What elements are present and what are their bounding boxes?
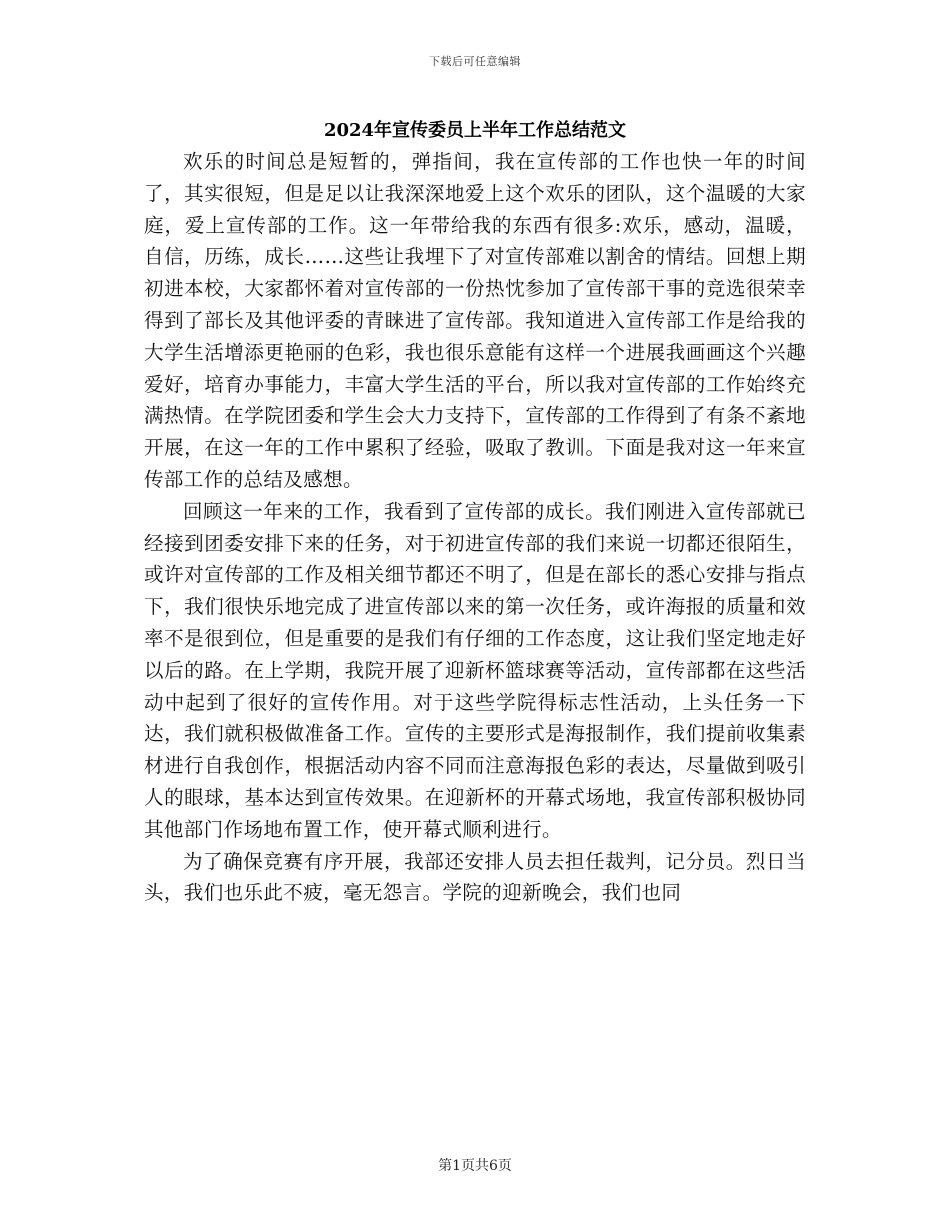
paragraph-1: 欢乐的时间总是短暂的，弹指间，我在宣传部的工作也快一年的时间了，其实很短，但是足以让我深深地爱上这个欢乐的团队，这个温暖的大家庭，爱上宣传部的工作。这一年带给我的东西有很多:欢乐，感动，温暖，自信，历练，成长……这些让我埋下了对宣传部难以割舍的情结。回想上期初进本校，大家都怀着对宣传部的一份热忱参加了宣传部干事的竞选很荣幸得到了部长及其他评委的青睐进了宣传部。我知道进入宣传部工作是给我的大学生活增添更艳丽的色彩，我也很乐意能有这样一个进展我画画这个兴趣爱好，培育办事能力，丰富大学生活的平台，所以我对宣传部的工作始终充满热情。在学院团委和学生会大力支持下，宣传部的工作得到了有条不紊地开展，在这一年的工作中累积了经验，吸取了教训。下面是我对这一年来宣传部工作的总结及感想。 <box>144 150 806 491</box>
paragraph-3: 为了确保竞赛有序开展，我部还安排人员去担任裁判，记分员。烈日当头，我们也乐此不疲，毫无怨言。学院的迎新晚会，我们也同 <box>144 849 806 905</box>
document-title: 2024年宣传委员上半年工作总结范文 <box>323 120 627 141</box>
document-body <box>144 146 806 909</box>
page-number: 第1页共6页 <box>438 1158 512 1174</box>
paragraph-2: 回顾这一年来的工作，我看到了宣传部的成长。我们刚进入宣传部就已经接到团委安排下来的任务，对于初进宣传部的我们来说一切都还很陌生，或许对宣传部的工作及相关细节都还不明了，但是在部长的悉心安排与指点下，我们很快乐地完成了进宣传部以来的第一次任务，或许海报的质量和效率不是很到位，但是重要的是我们有仔细的工作态度，这让我们坚定地走好以后的路。在上学期，我院开展了迎新杯篮球赛等活动，宣传部都在这些活动中起到了很好的宣传作用。对于这些学院得标志性活动，上头任务一下达，我们就积极做准备工作。宣传的主要形式是海报制作，我们提前收集素材进行自我创作，根据活动内容不同而注意海报色彩的表达，尽量做到吸引人的眼球，基本达到宣传效果。在迎新杯的开幕式场地，我宣传部积极协同其他部门作场地布置工作，使开幕式顺利进行。 <box>144 499 806 841</box>
page-header-note: 下载后可任意编辑 <box>429 55 521 68</box>
